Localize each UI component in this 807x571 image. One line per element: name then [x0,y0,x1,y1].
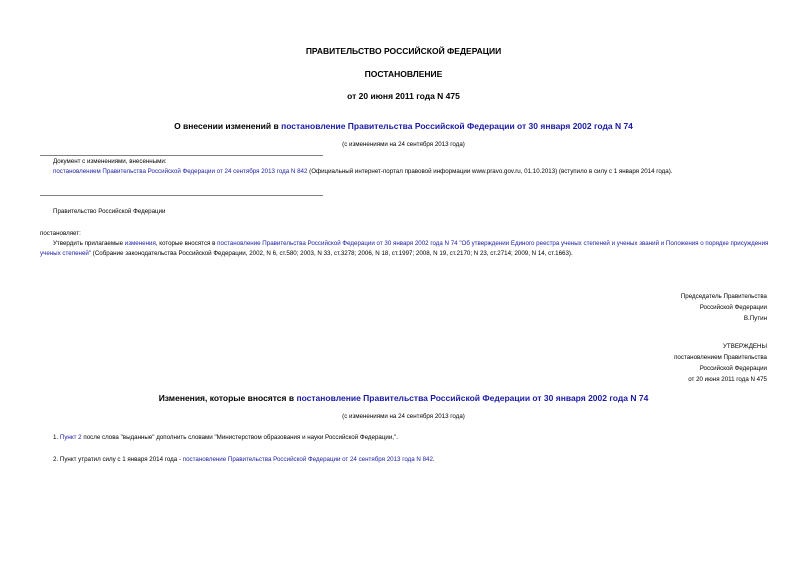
divider-top [40,155,323,156]
resolution-rest: (Собрание законодательства Российской Федерации, 2002, N 6, ст.580; 2003, N 33, ст.3278; 2006, N 18, ст.1997; 2008, N 19, ст.2170; N 23, ст.2714; 2009, N 14, ст.1663). [91,250,573,257]
document-title [0,121,807,131]
divider-bottom [40,195,323,196]
item1-link[interactable]: Пункт 2 [59,434,82,441]
signature-block [681,291,767,324]
signature-line-3: В.Путин [743,315,767,322]
resolution-link-decree[interactable]: постановление Правительства Российской Федерации от 30 января 2002 года N 74 "Об утверждении Единого реестра ученых степеней и ученых званий и Положения о порядке присуждения ученых степеней" [40,240,769,257]
changes-note-link[interactable]: постановлением Правительства Российской Федерации от 24 сентября 2013 года N 842 [53,168,308,175]
item1-rest: после слова "выданные" дополнить словами "Министерством образования и науки Российской Федерации,". [81,434,398,441]
changes-title [0,393,807,403]
approval-line-4: от 20 июня 2011 года N 475 [688,376,767,383]
approval-line-1: УТВЕРЖДЕНЫ [723,343,767,350]
approval-line-3: Российской Федерации [699,365,767,372]
document-type: ПОСТАНОВЛЕНИЕ [364,69,443,79]
government-subject: Правительство Российской Федерации [53,208,166,215]
changes-title-prefix: Изменения, которые вносятся в [158,393,297,403]
title-link[interactable]: постановление Правительства Российской Федерации от 30 января 2002 года N 74 [281,121,633,131]
approval-line-2: постановлением Правительства [674,354,767,361]
resolution-paragraph [40,239,770,259]
item1-number: 1. [53,434,60,441]
resolution-prefix: Утвердить прилагаемые [53,240,125,247]
amended-note: (с изменениями на 24 сентября 2013 года) [342,141,465,148]
changes-amended-note: (с изменениями на 24 сентября 2013 года) [342,413,465,420]
signature-line-2: Российской Федерации [699,304,767,311]
document-date: от 20 июня 2011 года N 475 [347,91,460,101]
changes-note-rest: (Официальный интернет-портал правовой информации www.pravo.gov.ru, 01.10.2013) (вступило в силу с 1 января 2014 года). [307,168,673,175]
decides-label: постановляет: [40,230,81,237]
signature-line-1: Председатель Правительства [680,293,767,300]
item2-text: 2. Пункт утратил силу с 1 января 2014 года - [53,456,183,463]
change-item-2 [53,455,435,465]
item2-end: . [432,456,435,463]
item2-link[interactable]: постановление Правительства Российской Федерации от 24 сентября 2013 года N 842 [182,456,433,463]
approval-block [674,341,767,385]
changes-title-link[interactable]: постановление Правительства Российской Федерации от 30 января 2002 года N 74 [296,393,649,403]
resolution-link-changes[interactable]: изменения [124,240,156,247]
change-item-1 [53,433,398,443]
title-prefix: О внесении изменений в [174,121,282,131]
changes-note-text [40,167,770,177]
government-header: ПРАВИТЕЛЬСТВО РОССИЙСКОЙ ФЕДЕРАЦИИ [305,46,502,56]
resolution-mid: , которые вносятся в [155,240,218,247]
changes-note-heading: Документ с изменениями, внесенными: [53,158,167,165]
